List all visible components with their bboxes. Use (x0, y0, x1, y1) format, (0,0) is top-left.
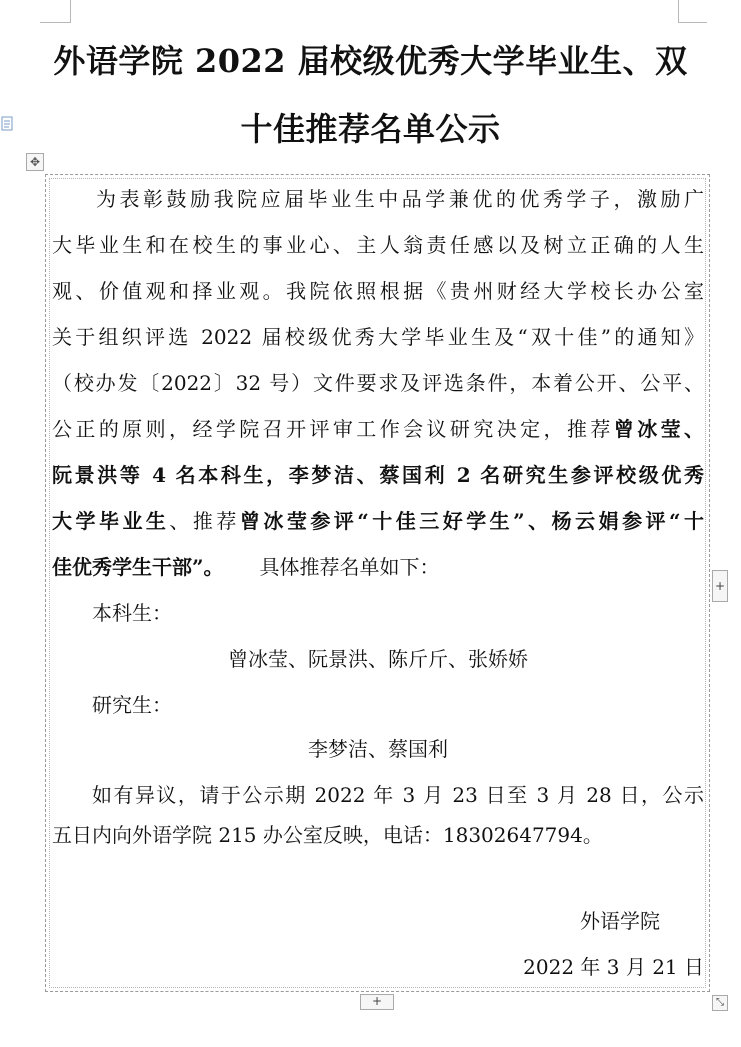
body-line-8-bold-a: 大学毕业生 (52, 509, 170, 533)
body-line-5: （校办发〔2022〕32 号）文件要求及评选条件，本着公开、公平、 (52, 371, 704, 395)
body-line-9-bold: 佳优秀学生干部”。 (52, 555, 224, 579)
body-line-9-normal: 具体推荐名单如下： (259, 555, 440, 579)
body-line-6-bold: 曾冰莹、 (613, 417, 705, 441)
table-resize-handle-icon[interactable]: ⤡ (712, 995, 728, 1011)
undergraduate-names: 曾冰莹、阮景洪、陈斤斤、张娇娇 (228, 647, 528, 671)
date: 2022 年 3 月 21 日 (523, 955, 704, 979)
body-line-4: 关于组织评选 2022 届校级优秀大学毕业生及“双十佳”的通知》 (52, 325, 704, 349)
crop-mark-top-left (40, 0, 71, 23)
body-line-1: 为表彰鼓励我院应届毕业生中品学兼优的优秀学子，激励广 (96, 187, 704, 211)
document-title-line-2: 十佳推荐名单公示 (240, 110, 501, 148)
body-line-8-bold-b: 曾冰莹参评“十佳三好学生”、杨云娟参评“十 (239, 509, 705, 533)
graduate-label: 研究生： (92, 693, 172, 717)
table-move-handle-icon[interactable]: ✥ (26, 153, 44, 171)
objection-line-1: 如有异议，请于公示期 2022 年 3 月 23 日至 3 月 28 日，公示 (92, 783, 704, 807)
crop-mark-top-right (678, 0, 707, 23)
signature: 外语学院 (580, 909, 660, 933)
objection-line-2: 五日内向外语学院 215 办公室反映，电话：18302647794。 (52, 823, 603, 847)
body-line-9 (52, 552, 440, 582)
add-column-button[interactable]: + (712, 570, 728, 602)
add-row-button[interactable]: + (360, 994, 394, 1010)
body-line-2: 大毕业生和在校生的事业心、主人翁责任感以及树立正确的人生 (52, 233, 704, 257)
body-line-6 (52, 414, 704, 444)
body-line-7: 阮景洪等 4 名本科生，李梦洁、蔡国利 2 名研究生参评校级优秀 (52, 463, 704, 487)
body-line-6-normal: 公正的原则，经学院召开评审工作会议研究决定，推荐 (52, 417, 614, 441)
body-line-8 (52, 506, 704, 536)
document-title-line-1: 外语学院 2022 届校级优秀大学毕业生、双 (53, 42, 688, 80)
body-line-3: 观、价值观和择业观。我院依照根据《贵州财经大学校长办公室 (52, 279, 704, 303)
graduate-names: 李梦洁、蔡国利 (308, 737, 448, 761)
undergraduate-label: 本科生： (92, 601, 172, 625)
body-line-8-normal: 、推荐 (169, 509, 240, 533)
